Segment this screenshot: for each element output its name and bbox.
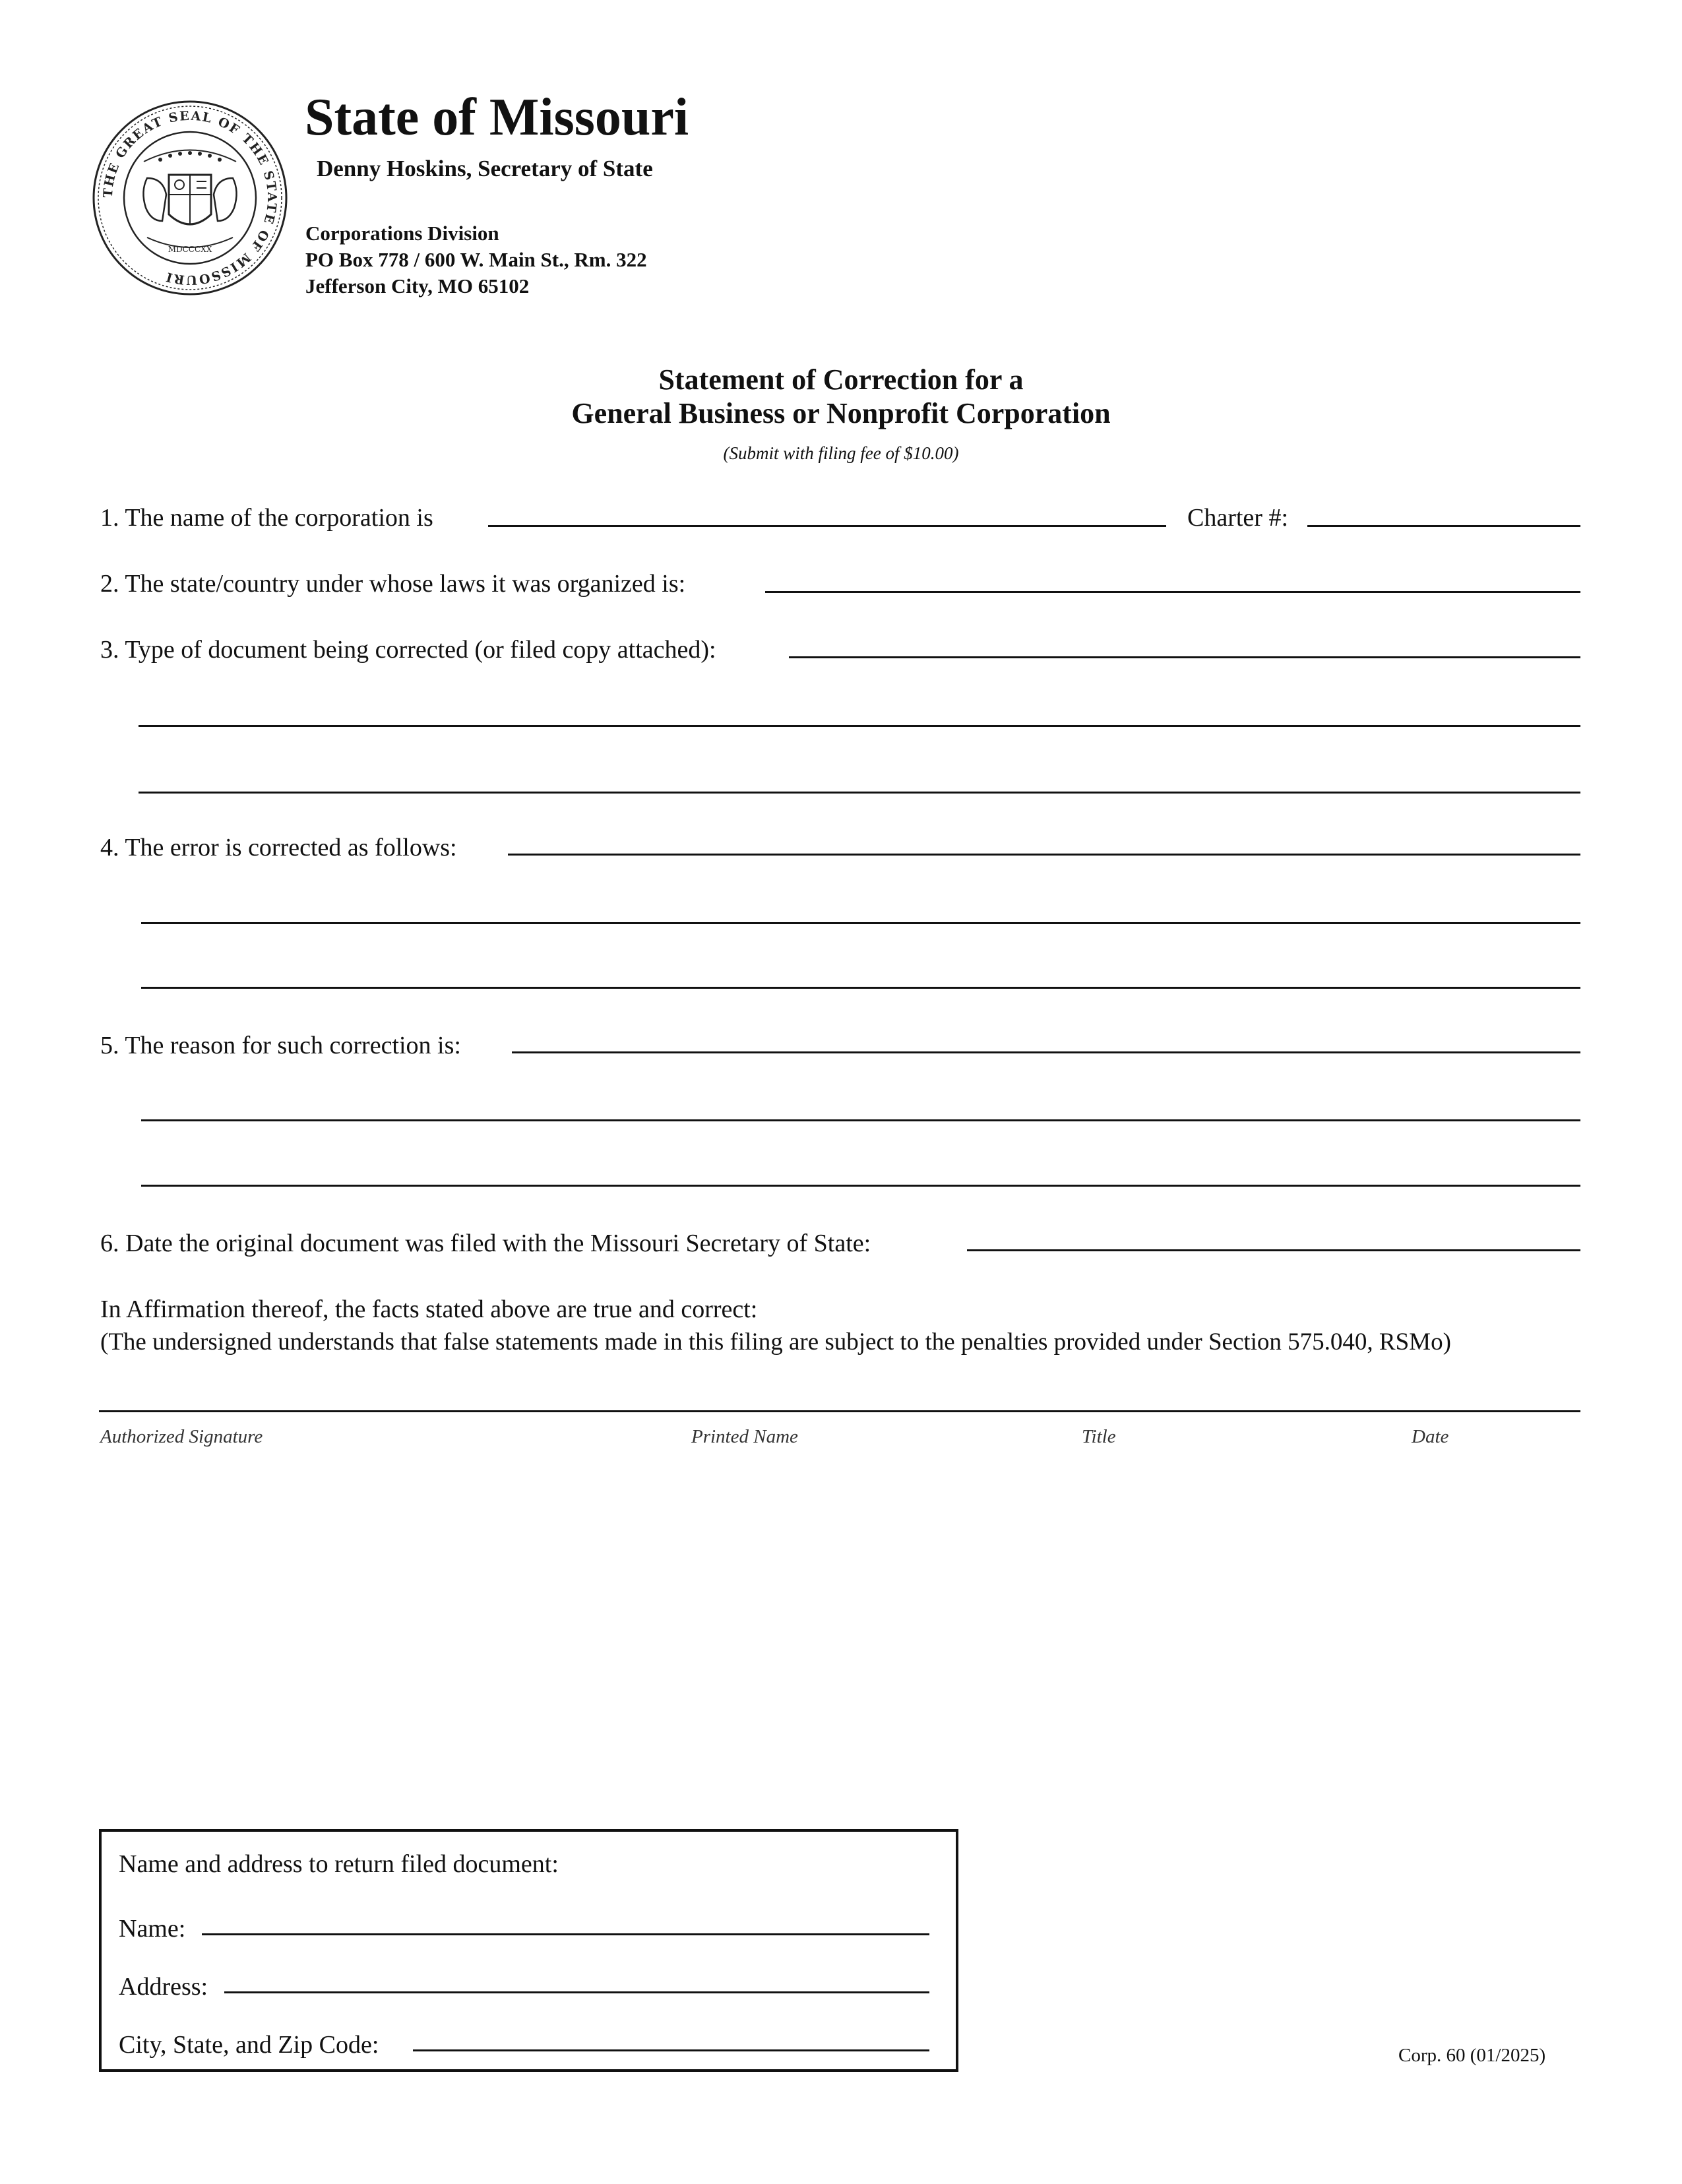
page-title: State of Missouri bbox=[305, 88, 689, 146]
original-filing-date-field[interactable] bbox=[967, 1249, 1580, 1251]
svg-text:MDCCCXX: MDCCCXX bbox=[168, 245, 212, 254]
question-4-label: 4. The error is corrected as follows: bbox=[100, 834, 457, 861]
return-address-label: Address: bbox=[119, 1973, 208, 2001]
corporation-name-field[interactable] bbox=[488, 525, 1166, 527]
form-code: Corp. 60 (01/2025) bbox=[1398, 2045, 1546, 2066]
question-2-label: 2. The state/country under whose laws it was organized is: bbox=[100, 570, 686, 598]
printed-name-label: Printed Name bbox=[691, 1426, 798, 1447]
return-address-field[interactable] bbox=[224, 1991, 929, 1993]
document-type-field-line-3[interactable] bbox=[139, 792, 1580, 794]
signature-line[interactable] bbox=[99, 1410, 1580, 1412]
date-label: Date bbox=[1412, 1426, 1449, 1447]
secretary-name: Denny Hoskins, Secretary of State bbox=[317, 156, 653, 181]
return-city-state-zip-label: City, State, and Zip Code: bbox=[119, 2031, 379, 2059]
title-label: Title bbox=[1082, 1426, 1116, 1447]
city-address: Jefferson City, MO 65102 bbox=[305, 274, 530, 297]
correction-field[interactable] bbox=[508, 854, 1580, 856]
street-address: PO Box 778 / 600 W. Main St., Rm. 322 bbox=[305, 248, 647, 271]
document-type-field-line-2[interactable] bbox=[139, 725, 1580, 727]
reason-field-line-3[interactable] bbox=[141, 1185, 1580, 1187]
reason-field-line-2[interactable] bbox=[141, 1119, 1580, 1121]
penalty-notice: (The undersigned understands that false statements made in this filing are subject to the penalties provided under Section 575.040, RSMo) bbox=[100, 1328, 1451, 1356]
form-title-line2: General Business or Nonprofit Corporation bbox=[571, 397, 1111, 429]
correction-field-line-2[interactable] bbox=[141, 922, 1580, 924]
affirmation-statement: In Affirmation thereof, the facts stated above are true and correct: bbox=[100, 1295, 758, 1323]
authorized-signature-label: Authorized Signature bbox=[100, 1426, 263, 1447]
seal-text: THE GREAT SEAL OF THE STATE OF MISSOURI bbox=[100, 108, 280, 288]
document-type-field[interactable] bbox=[789, 656, 1580, 658]
charter-number-field[interactable] bbox=[1307, 525, 1580, 527]
return-address-box bbox=[99, 1829, 958, 2072]
return-name-label: Name: bbox=[119, 1915, 186, 1943]
reason-field[interactable] bbox=[512, 1051, 1580, 1053]
return-city-state-zip-field[interactable] bbox=[413, 2049, 929, 2051]
question-5-label: 5. The reason for such correction is: bbox=[100, 1032, 461, 1059]
fee-note: (Submit with filing fee of $10.00) bbox=[723, 443, 959, 463]
question-3-label: 3. Type of document being corrected (or filed copy attached): bbox=[100, 636, 716, 664]
division-name: Corporations Division bbox=[305, 222, 499, 245]
return-name-field[interactable] bbox=[202, 1933, 929, 1935]
question-6-label: 6. Date the original document was filed with the Missouri Secretary of State: bbox=[100, 1230, 871, 1257]
form-title-line1: Statement of Correction for a bbox=[658, 363, 1024, 396]
return-box-heading: Name and address to return filed document: bbox=[119, 1850, 559, 1878]
correction-field-line-3[interactable] bbox=[141, 987, 1580, 989]
state-country-field[interactable] bbox=[765, 591, 1580, 593]
question-1-label: 1. The name of the corporation is bbox=[100, 504, 433, 532]
charter-label: Charter #: bbox=[1187, 504, 1289, 532]
state-seal-icon bbox=[91, 99, 289, 297]
